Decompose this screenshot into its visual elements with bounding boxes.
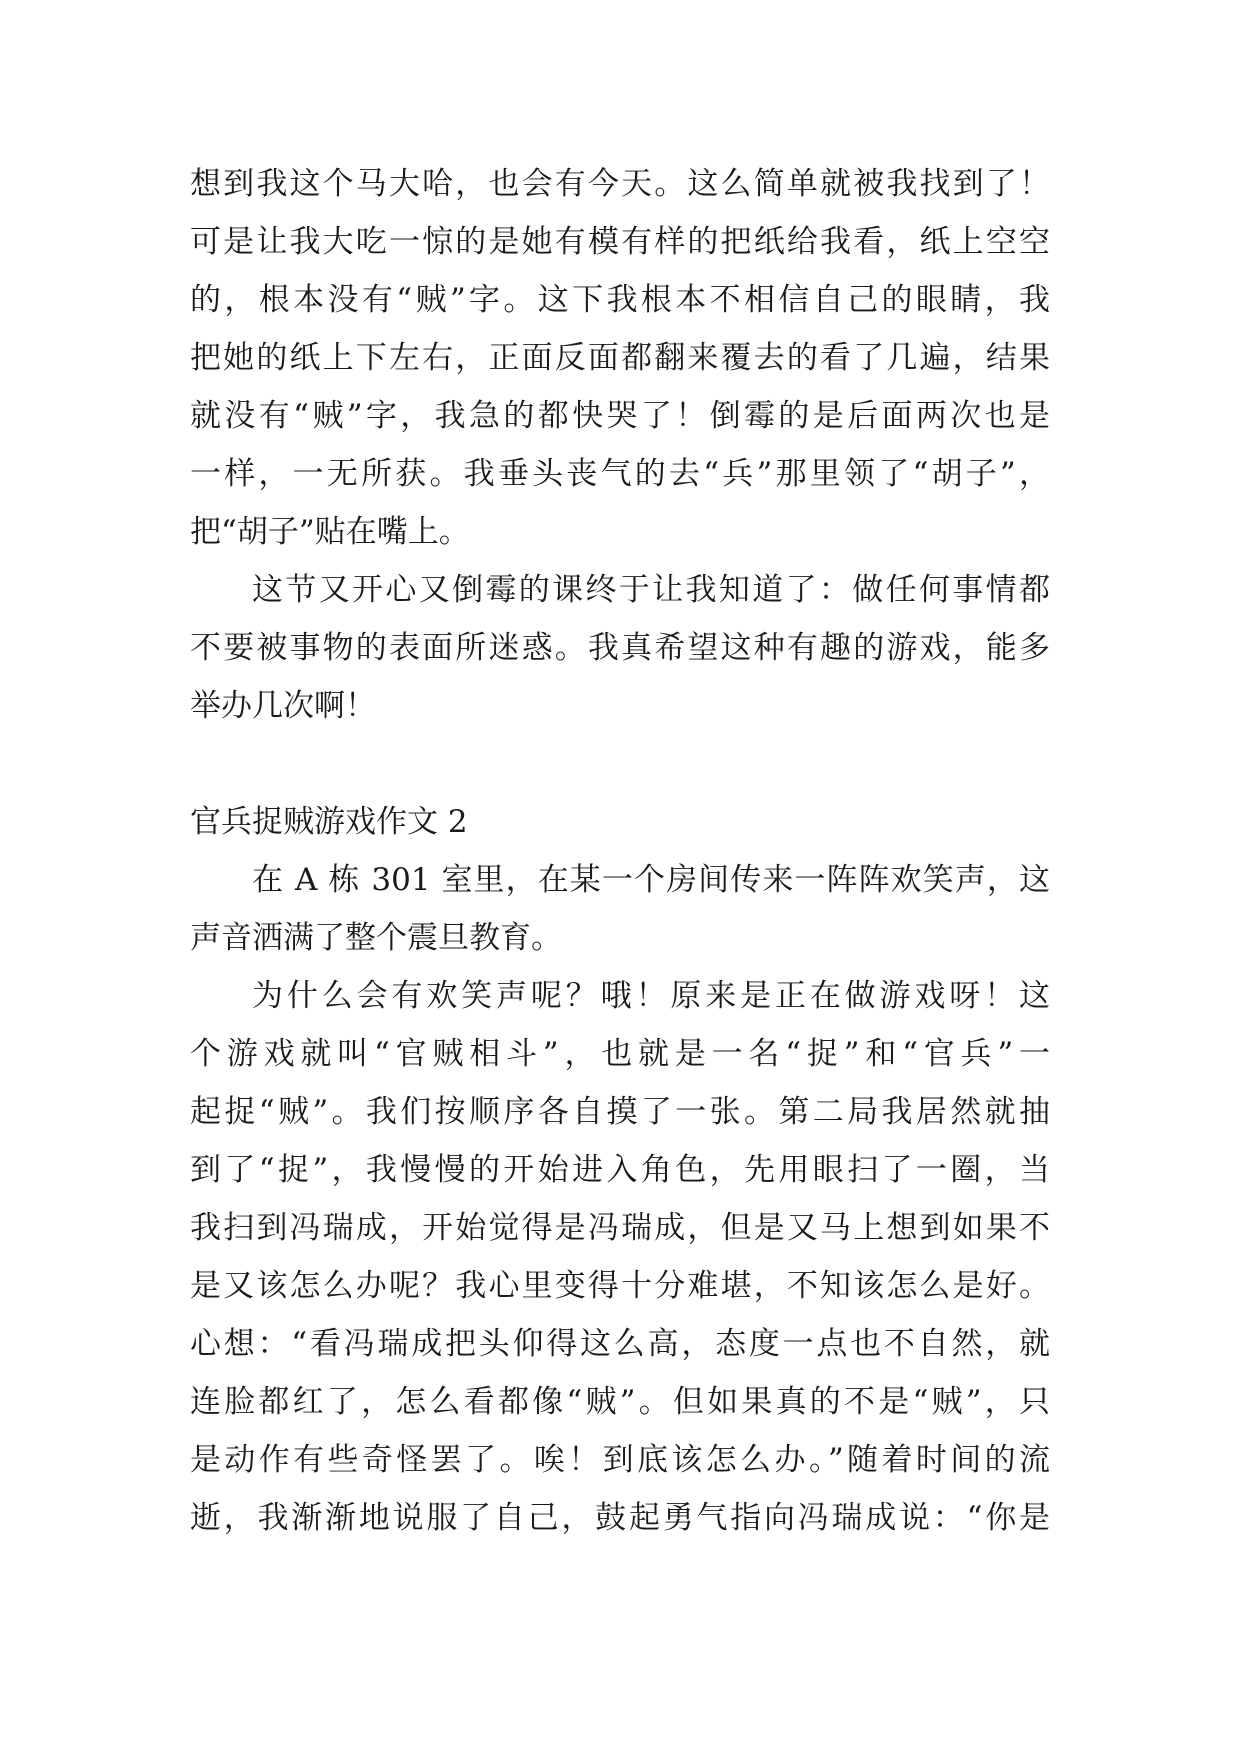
text-line: 是动作有些奇怪罢了。唉！到底该怎么办。”随着时间的流 [190,1442,1050,1478]
text-line: 把她的纸上下左右，正面反面都翻来覆去的看了几遍，结果 [190,340,1050,376]
text-line: 的，根本没有“贼”字。这下我根本不相信自己的眼睛，我 [190,282,1050,318]
text-line: 起捉“贼”。我们按顺序各自摸了一张。第二局我居然就抽 [190,1094,1050,1130]
text-line: 声音洒满了整个震旦教育。 [190,920,562,956]
text-line: 连脸都红了，怎么看都像“贼”。但如果真的不是“贼”，只 [190,1384,1050,1420]
text-line: 逝，我渐渐地说服了自己，鼓起勇气指向冯瑞成说：“你是 [190,1500,1050,1536]
text-line: 就没有“贼”字，我急的都快哭了！倒霉的是后面两次也是 [190,398,1050,434]
section-title: 官兵捉贼游戏作文 2 [190,804,468,840]
text-line: 一样，一无所获。我垂头丧气的去“兵”那里领了“胡子”， [190,456,1050,492]
text-line: 不要被事物的表面所迷惑。我真希望这种有趣的游戏，能多 [190,630,1050,666]
text-line: 心想：“看冯瑞成把头仰得这么高，态度一点也不自然，就 [190,1326,1050,1362]
text-line: 在 A 栋 301 室里，在某一个房间传来一阵阵欢笑声，这 [252,862,1050,898]
text-line: 把“胡子”贴在嘴上。 [190,514,470,550]
text-line: 到了“捉”，我慢慢的开始进入角色，先用眼扫了一圈，当 [190,1152,1050,1188]
text-line: 这节又开心又倒霉的课终于让我知道了：做任何事情都 [252,572,1050,608]
text-line: 是又该怎么办呢？我心里变得十分难堪，不知该怎么是好。 [190,1268,1050,1304]
text-line: 我扫到冯瑞成，开始觉得是冯瑞成，但是又马上想到如果不 [190,1210,1050,1246]
text-line: 可是让我大吃一惊的是她有模有样的把纸给我看，纸上空空 [190,224,1050,260]
text-line: 想到我这个马大哈，也会有今天。这么简单就被我找到了！ [190,166,1050,202]
text-line: 举办几次啊！ [190,688,376,724]
text-line: 个游戏就叫“官贼相斗”，也就是一名“捉”和“官兵”一 [190,1036,1050,1072]
text-line: 为什么会有欢笑声呢？哦！原来是正在做游戏呀！这 [252,978,1050,1014]
